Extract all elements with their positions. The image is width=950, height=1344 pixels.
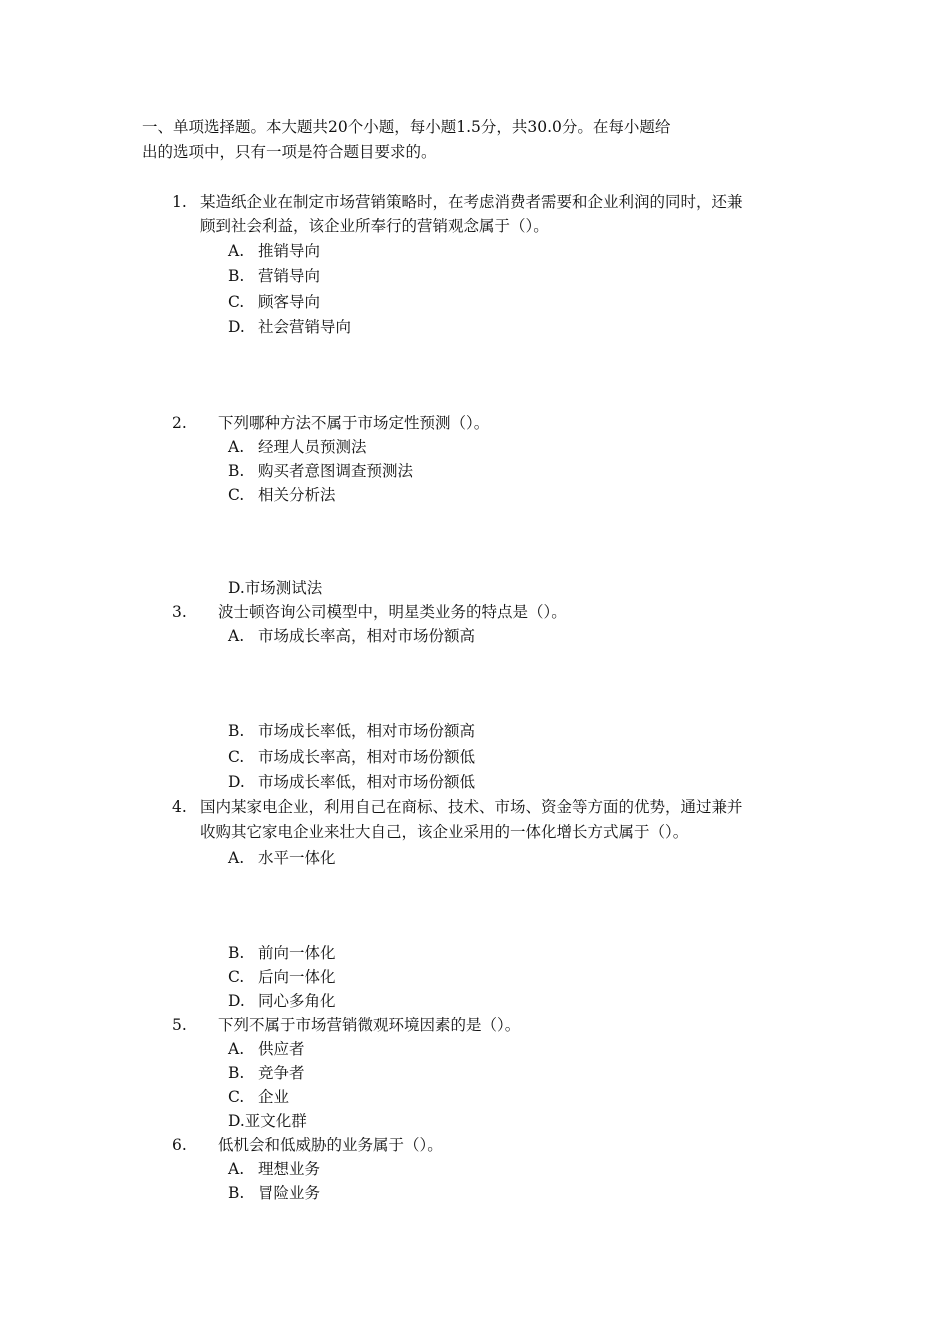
question-number: 6. [172,1136,187,1154]
option-label: C. [228,748,245,766]
option-label: D. [228,773,245,791]
option-text: 市场成长率高，相对市场份额高 [258,627,476,645]
option-text: 理想业务 [258,1160,321,1178]
option-label: B. [228,722,245,740]
section-heading-line-2: 出的选项中，只有一项是符合题目要求的。 [142,143,437,161]
option-text: 相关分析法 [258,486,336,504]
option-text: 水平一体化 [258,849,336,867]
question-text: 下列哪种方法不属于市场定性预测（）。 [218,414,490,432]
option-text: D.市场测试法 [228,579,323,597]
section-heading-line-1: 一、单项选择题。本大题共20个小题，每小题1.5分，共30.0分。在每小题给 [142,118,671,136]
option-text: 推销导向 [258,242,321,260]
option-text: 冒险业务 [258,1184,321,1202]
option-text: 竞争者 [258,1064,305,1082]
question-number: 1. [172,193,187,211]
option-label: B. [228,462,245,480]
option-label: C. [228,968,245,986]
option-text: 社会营销导向 [258,318,352,336]
question-text: 收购其它家电企业来壮大自己，该企业采用的一体化增长方式属于（）。 [200,823,689,841]
option-label: C. [228,486,245,504]
question-text: 低机会和低威胁的业务属于（）。 [218,1136,443,1154]
option-text: 经理人员预测法 [258,438,367,456]
option-text: 顾客导向 [258,293,321,311]
question-text: 下列不属于市场营销微观环境因素的是（）。 [218,1016,521,1034]
option-label: B. [228,1184,245,1202]
question-number: 3. [172,603,187,621]
option-label: C. [228,293,245,311]
option-text: 市场成长率低，相对市场份额低 [258,773,476,791]
option-label: A. [228,1160,245,1178]
option-text: 市场成长率低，相对市场份额高 [258,722,476,740]
question-text: 波士顿咨询公司模型中，明星类业务的特点是（）。 [218,603,567,621]
question-text: 某造纸企业在制定市场营销策略时，在考虑消费者需要和企业利润的同时，还兼 [200,193,743,211]
question-number: 5. [172,1016,187,1034]
question-number: 4. [172,798,187,816]
option-text: 后向一体化 [258,968,336,986]
option-label: B. [228,267,245,285]
question-text: 国内某家电企业，利用自己在商标、技术、市场、资金等方面的优势，通过兼并 [200,798,743,816]
option-text: 市场成长率高，相对市场份额低 [258,748,476,766]
option-label: C. [228,1088,245,1106]
question-text: 顾到社会利益，该企业所奉行的营销观念属于（）。 [200,217,549,235]
question-number: 2. [172,414,187,432]
option-label: A. [228,1040,245,1058]
option-label: D. [228,318,245,336]
option-text: 企业 [258,1088,290,1106]
option-text: 营销导向 [258,267,321,285]
option-label: D. [228,992,245,1010]
option-label: B. [228,1064,245,1082]
option-label: A. [228,438,245,456]
option-text: 购买者意图调查预测法 [258,462,414,480]
option-label: A. [228,849,245,867]
option-text: D.亚文化群 [228,1112,307,1130]
option-label: A. [228,627,245,645]
option-text: 供应者 [258,1040,305,1058]
option-text: 前向一体化 [258,944,336,962]
option-label: B. [228,944,245,962]
option-label: A. [228,242,245,260]
option-text: 同心多角化 [258,992,336,1010]
